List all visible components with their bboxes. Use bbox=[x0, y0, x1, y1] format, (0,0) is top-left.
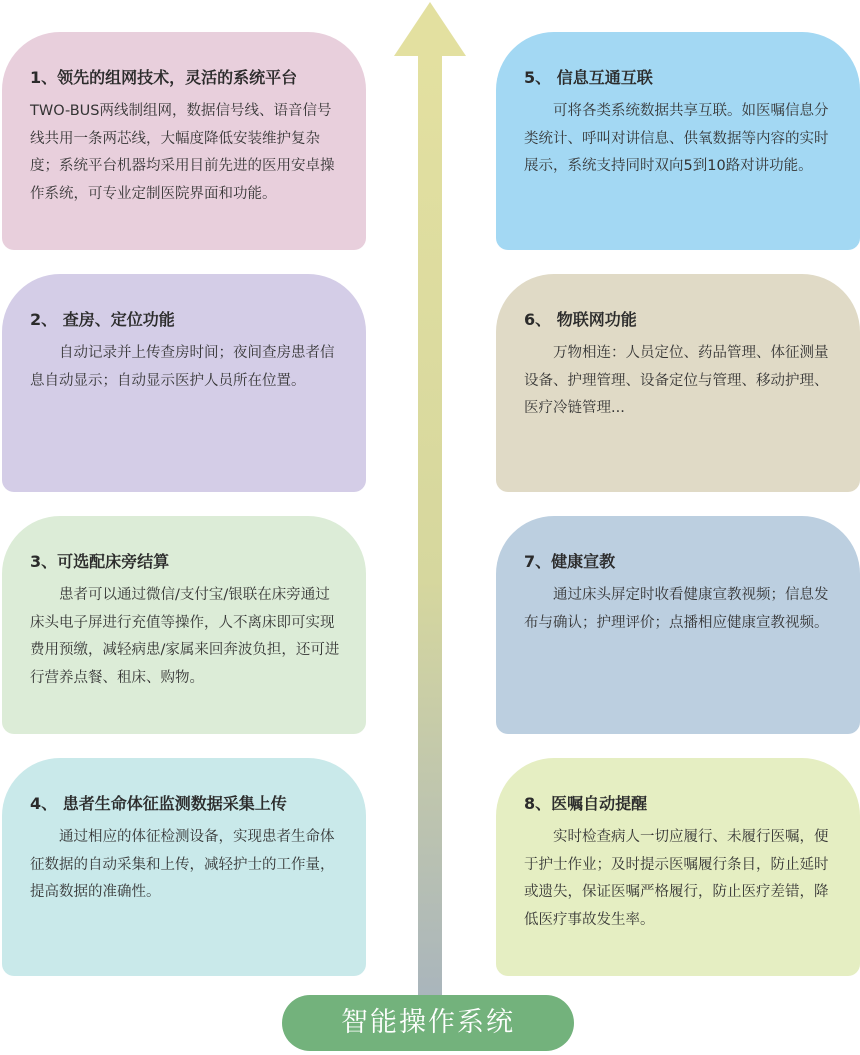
arrow-head bbox=[394, 2, 466, 56]
feature-card-title: 7、健康宣教 bbox=[524, 552, 616, 571]
center-arrow bbox=[394, 0, 466, 1010]
feature-card-text: 患者可以通过微信/支付宝/银联在床旁通过床头电子屏进行充值等操作，人不离床即可实现费用预缴，减轻病患/家属来回奔波负担，还可进行营养点餐、租床、购物。 bbox=[30, 587, 340, 686]
feature-card-title: 6、 物联网功能 bbox=[524, 310, 637, 329]
feature-card-text: 通过床头屏定时收看健康宣教视频；信息发布与确认；护理评价；点播相应健康宣教视频。 bbox=[524, 587, 829, 631]
feature-card-text: 通过相应的体征检测设备，实现患者生命体征数据的自动采集和上传，减轻护士的工作量，提高数据的准确性。 bbox=[30, 829, 335, 900]
feature-card-title: 2、 查房、定位功能 bbox=[30, 310, 175, 329]
feature-card-6 bbox=[496, 274, 860, 492]
feature-card-title: 5、 信息互通互联 bbox=[524, 68, 653, 87]
feature-card-text: 万物相连：人员定位、药品管理、体征测量设备、护理管理、设备定位与管理、移动护理、医疗冷链管理... bbox=[524, 345, 829, 416]
feature-card-1 bbox=[2, 32, 366, 250]
feature-card-title: 8、医嘱自动提醒 bbox=[524, 794, 648, 813]
feature-card-text: 可将各类系统数据共享互联。如医嘱信息分类统计、呼叫对讲信息、供氧数据等内容的实时展示，系统支持同时双向5到10路对讲功能。 bbox=[524, 103, 829, 174]
feature-card-text: TWO-BUS两线制组网，数据信号线、语音信号线共用一条两芯线，大幅度降低安装维护复杂度；系统平台机器均采用目前先进的医用安卓操作系统，可专业定制医院界面和功能。 bbox=[30, 103, 335, 202]
arrow-up-icon bbox=[394, 0, 466, 1010]
feature-card-4 bbox=[2, 758, 366, 976]
arrow-shaft bbox=[418, 55, 442, 1010]
feature-card-7 bbox=[496, 516, 860, 734]
feature-card-3 bbox=[2, 516, 366, 734]
feature-card-title: 1、领先的组网技术，灵活的系统平台 bbox=[30, 68, 298, 87]
feature-card-5 bbox=[496, 32, 860, 250]
feature-card-2 bbox=[2, 274, 366, 492]
feature-card-8 bbox=[496, 758, 860, 976]
system-label: 智能操作系统 bbox=[282, 995, 574, 1051]
feature-card-title: 4、 患者生命体征监测数据采集上传 bbox=[30, 794, 287, 813]
feature-card-text: 实时检查病人一切应履行、未履行医嘱，便于护士作业；及时提示医嘱履行条目，防止延时或遗失，保证医嘱严格履行，防止医疗差错，降低医疗事故发生率。 bbox=[524, 829, 829, 928]
feature-card-text: 自动记录并上传查房时间；夜间查房患者信息自动显示；自动显示医护人员所在位置。 bbox=[30, 345, 335, 389]
feature-card-title: 3、可选配床旁结算 bbox=[30, 552, 170, 571]
